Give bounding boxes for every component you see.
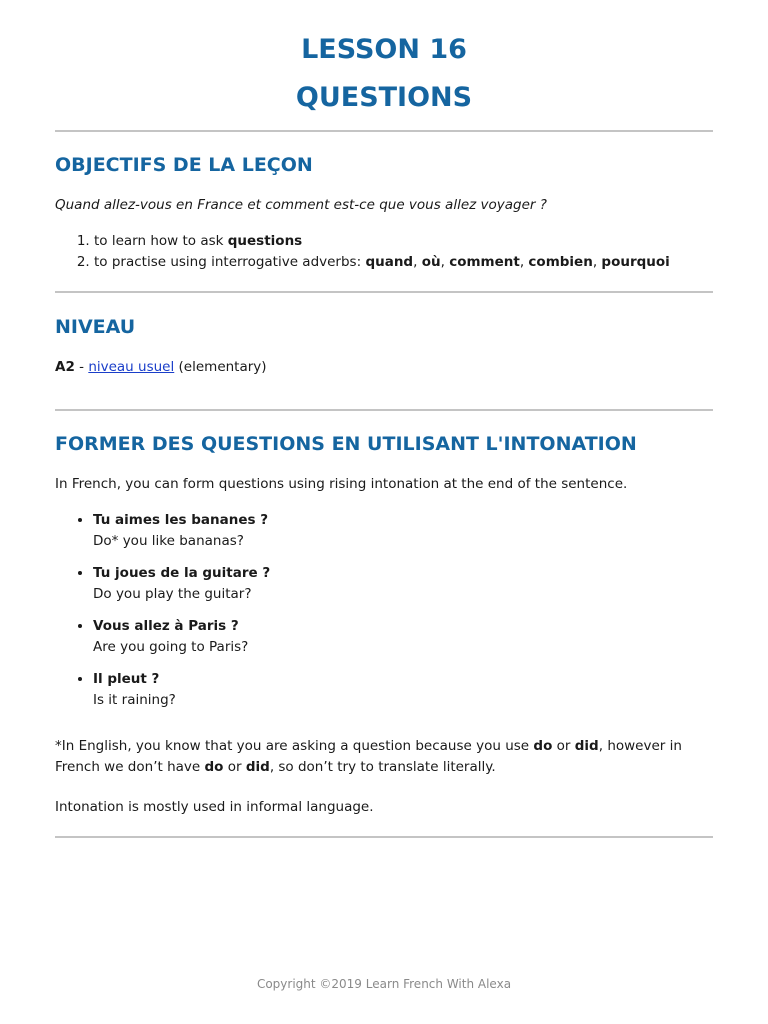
objectives-heading: OBJECTIFS DE LA LEÇON — [55, 154, 313, 176]
english-translation: Are you going to Paris? — [93, 639, 249, 655]
divider — [55, 836, 713, 838]
example-item — [93, 669, 713, 711]
level-line: A2 - niveau usuel (elementary) — [55, 359, 267, 375]
lesson-number: LESSON 16 — [301, 34, 467, 65]
copyright-footer: Copyright ©2019 Learn French With Alexa — [256, 977, 512, 991]
level-heading: NIVEAU — [55, 316, 136, 338]
divider — [55, 130, 713, 132]
adverb: combien — [528, 254, 593, 270]
adverb: comment — [449, 254, 520, 270]
french-question: Tu joues de la guitare ? — [93, 565, 271, 581]
examples-list — [55, 510, 713, 711]
english-translation: Is it raining? — [93, 692, 176, 708]
lesson-page — [55, 0, 713, 838]
english-translation: Do* you like bananas? — [93, 533, 244, 549]
french-question: Il pleut ? — [93, 671, 160, 687]
lesson-topic: QUESTIONS — [295, 82, 473, 113]
intonation-heading: FORMER DES QUESTIONS EN UTILISANT L'INTONATION — [55, 433, 637, 455]
level-code: A2 — [55, 359, 75, 375]
adverb: quand — [365, 254, 414, 270]
example-item — [93, 510, 713, 552]
divider — [55, 291, 713, 293]
objective-item: 2. to practise using interrogative adverbs: quand, où, comment, combien, pourquoi — [94, 252, 713, 273]
example-item — [93, 563, 713, 605]
french-question: Tu aimes les bananes ? — [93, 512, 269, 528]
level-link[interactable]: niveau usuel — [88, 359, 175, 375]
objectives-list — [55, 231, 713, 273]
objective-item: 1. to learn how to ask questions — [94, 231, 713, 252]
english-translation: Do you play the guitar? — [93, 586, 252, 602]
objectives-intro: Quand allez-vous en France et comment est-ce que vous allez voyager ? — [55, 197, 547, 213]
divider — [55, 409, 713, 411]
intonation-intro: In French, you can form questions using rising intonation at the end of the sentence. — [55, 476, 628, 492]
closing-note: Intonation is mostly used in informal language. — [55, 799, 374, 815]
english-note: *In English, you know that you are asking a question because you use do or did, however in French we don’t have do or did, so don’t try to translate literally. — [55, 738, 682, 775]
adverb: pourquoi — [601, 254, 670, 270]
adverb: où — [421, 254, 441, 270]
example-item — [93, 616, 713, 658]
french-question: Vous allez à Paris ? — [93, 618, 239, 634]
